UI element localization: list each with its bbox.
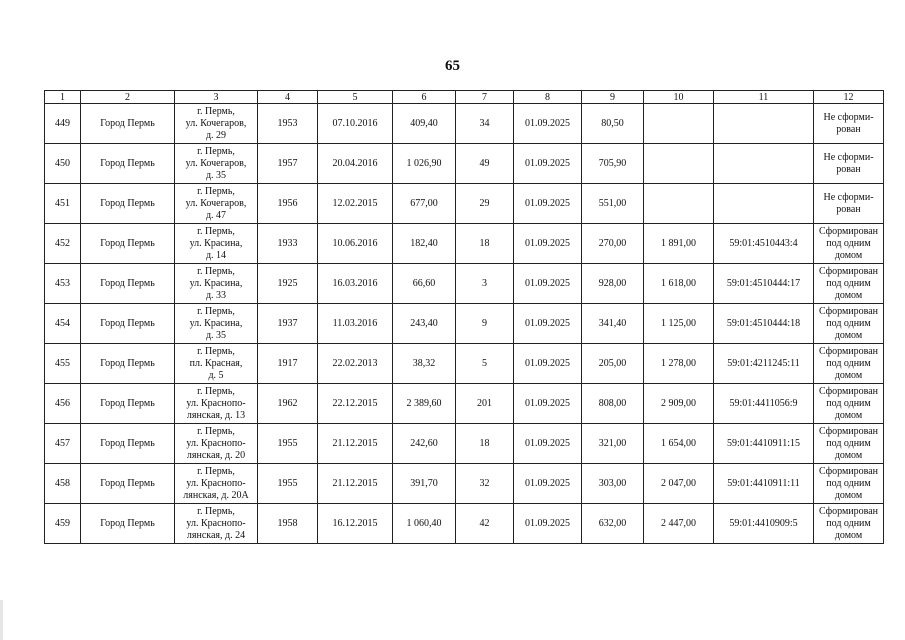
row-number-cell: 452 — [45, 224, 81, 264]
municipality-cell: Город Пермь — [81, 384, 175, 424]
address-cell-line: г. Пермь, — [197, 185, 235, 197]
municipality-cell: Город Пермь — [81, 344, 175, 384]
land-status-cell — [814, 224, 884, 264]
land-status-cell-line: под одним — [826, 477, 871, 489]
column-9-cell: 321,00 — [582, 424, 644, 464]
land-status-cell-line: Сформирован — [818, 265, 879, 277]
land-status-cell-line: Сформирован — [818, 305, 879, 317]
table-row — [45, 144, 884, 184]
recognition-date-cell: 22.02.2013 — [318, 344, 393, 384]
address-cell-line: ул. Красина, — [189, 237, 243, 249]
column-header: 3 — [175, 91, 258, 104]
column-9-cell: 632,00 — [582, 504, 644, 544]
land-status-cell — [814, 504, 884, 544]
row-number-cell: 457 — [45, 424, 81, 464]
residents-cell: 9 — [456, 304, 514, 344]
residents-cell: 201 — [456, 384, 514, 424]
deadline-cell: 01.09.2025 — [514, 464, 582, 504]
column-header: 11 — [714, 91, 814, 104]
row-number-cell: 456 — [45, 384, 81, 424]
land-status-cell-line: домом — [834, 289, 863, 301]
land-status-cell-line: Сформирован — [818, 505, 879, 517]
column-9-cell: 205,00 — [582, 344, 644, 384]
table-row — [45, 504, 884, 544]
land-status-cell-line: домом — [834, 329, 863, 341]
table-row — [45, 424, 884, 464]
land-status-cell — [814, 184, 884, 224]
land-status-cell-line: домом — [834, 409, 863, 421]
address-cell-line: ул. Краснопо- — [186, 397, 246, 409]
column-9-cell: 551,00 — [582, 184, 644, 224]
land-status-cell — [814, 304, 884, 344]
recognition-date-cell: 10.06.2016 — [318, 224, 393, 264]
deadline-cell: 01.09.2025 — [514, 344, 582, 384]
land-status-cell — [814, 144, 884, 184]
land-status-cell — [814, 384, 884, 424]
column-9-cell: 80,50 — [582, 104, 644, 144]
address-cell-line: г. Пермь, — [197, 225, 235, 237]
column-9-cell: 808,00 — [582, 384, 644, 424]
area-cell: 677,00 — [393, 184, 456, 224]
address-cell-line: д. 47 — [205, 209, 227, 221]
area-cell: 409,40 — [393, 104, 456, 144]
address-cell-line: д. 35 — [205, 329, 227, 341]
area-cell: 38,32 — [393, 344, 456, 384]
column-header: 6 — [393, 91, 456, 104]
address-cell-line: лянская, д. 20А — [183, 489, 249, 501]
residents-cell: 18 — [456, 424, 514, 464]
address-cell — [175, 264, 258, 304]
land-status-cell-line: рован — [836, 163, 861, 175]
address-cell-line: г. Пермь, — [197, 145, 235, 157]
address-cell — [175, 384, 258, 424]
year-built-cell: 1957 — [258, 144, 318, 184]
column-header: 7 — [456, 91, 514, 104]
year-built-cell: 1953 — [258, 104, 318, 144]
recognition-date-cell: 21.12.2015 — [318, 424, 393, 464]
scan-edge-mark — [0, 600, 3, 640]
area-cell: 1 026,90 — [393, 144, 456, 184]
land-status-cell — [814, 464, 884, 504]
column-10-cell: 1 891,00 — [644, 224, 714, 264]
table-row — [45, 104, 884, 144]
land-status-cell-line: под одним — [826, 237, 871, 249]
column-header: 8 — [514, 91, 582, 104]
column-9-cell: 928,00 — [582, 264, 644, 304]
area-cell: 243,40 — [393, 304, 456, 344]
deadline-cell: 01.09.2025 — [514, 264, 582, 304]
row-number-cell: 455 — [45, 344, 81, 384]
address-cell-line: ул. Кочегаров, — [185, 197, 247, 209]
deadline-cell: 01.09.2025 — [514, 184, 582, 224]
column-10-cell: 1 125,00 — [644, 304, 714, 344]
address-cell-line: ул. Красина, — [189, 317, 243, 329]
area-cell: 2 389,60 — [393, 384, 456, 424]
land-status-cell-line: домом — [834, 369, 863, 381]
area-cell: 1 060,40 — [393, 504, 456, 544]
residents-cell: 18 — [456, 224, 514, 264]
column-9-cell: 705,90 — [582, 144, 644, 184]
address-cell-line: пл. Красная, — [189, 357, 243, 369]
table-row — [45, 264, 884, 304]
land-status-cell-line: домом — [834, 249, 863, 261]
address-cell-line: г. Пермь, — [197, 505, 235, 517]
table-row — [45, 224, 884, 264]
table-row — [45, 344, 884, 384]
cadastral-number-cell — [714, 144, 814, 184]
row-number-cell: 450 — [45, 144, 81, 184]
address-cell-line: г. Пермь, — [197, 305, 235, 317]
land-status-cell-line: Сформирован — [818, 465, 879, 477]
column-10-cell: 2 047,00 — [644, 464, 714, 504]
cadastral-number-cell — [714, 184, 814, 224]
land-status-cell-line: домом — [834, 449, 863, 461]
year-built-cell: 1917 — [258, 344, 318, 384]
column-10-cell: 1 618,00 — [644, 264, 714, 304]
area-cell: 391,70 — [393, 464, 456, 504]
year-built-cell: 1937 — [258, 304, 318, 344]
land-status-cell-line: домом — [834, 489, 863, 501]
column-10-cell — [644, 104, 714, 144]
page-number: 65 — [445, 58, 460, 74]
land-status-cell — [814, 104, 884, 144]
address-cell — [175, 104, 258, 144]
column-10-cell — [644, 144, 714, 184]
deadline-cell: 01.09.2025 — [514, 224, 582, 264]
year-built-cell: 1955 — [258, 464, 318, 504]
cadastral-number-cell: 59:01:4410911:15 — [714, 424, 814, 464]
land-status-cell-line: под одним — [826, 317, 871, 329]
recognition-date-cell: 22.12.2015 — [318, 384, 393, 424]
table-row — [45, 384, 884, 424]
land-status-cell-line: Сформирован — [818, 225, 879, 237]
address-cell — [175, 344, 258, 384]
municipality-cell: Город Пермь — [81, 144, 175, 184]
municipality-cell: Город Пермь — [81, 224, 175, 264]
address-cell-line: д. 5 — [208, 369, 224, 381]
address-cell — [175, 504, 258, 544]
column-10-cell: 1 278,00 — [644, 344, 714, 384]
column-header: 4 — [258, 91, 318, 104]
recognition-date-cell: 12.02.2015 — [318, 184, 393, 224]
deadline-cell: 01.09.2025 — [514, 384, 582, 424]
municipality-cell: Город Пермь — [81, 264, 175, 304]
land-status-cell-line: под одним — [826, 277, 871, 289]
recognition-date-cell: 07.10.2016 — [318, 104, 393, 144]
residents-cell: 49 — [456, 144, 514, 184]
land-status-cell-line: под одним — [826, 437, 871, 449]
column-10-cell: 1 654,00 — [644, 424, 714, 464]
municipality-cell: Город Пермь — [81, 424, 175, 464]
cadastral-number-cell: 59:01:4211245:11 — [714, 344, 814, 384]
recognition-date-cell: 16.12.2015 — [318, 504, 393, 544]
column-header: 2 — [81, 91, 175, 104]
land-status-cell-line: Не сформи- — [823, 151, 874, 163]
cadastral-number-cell — [714, 104, 814, 144]
municipality-cell: Город Пермь — [81, 104, 175, 144]
column-9-cell: 270,00 — [582, 224, 644, 264]
cadastral-number-cell: 59:01:4510443:4 — [714, 224, 814, 264]
column-9-cell: 303,00 — [582, 464, 644, 504]
address-cell-line: г. Пермь, — [197, 265, 235, 277]
land-status-cell-line: под одним — [826, 397, 871, 409]
housing-register-table — [44, 90, 884, 544]
cadastral-number-cell: 59:01:4510444:18 — [714, 304, 814, 344]
address-cell-line: г. Пермь, — [197, 385, 235, 397]
address-cell — [175, 304, 258, 344]
year-built-cell: 1955 — [258, 424, 318, 464]
area-cell: 182,40 — [393, 224, 456, 264]
column-header: 12 — [814, 91, 884, 104]
municipality-cell: Город Пермь — [81, 304, 175, 344]
address-cell-line: лянская, д. 13 — [186, 409, 246, 421]
land-status-cell-line: Сформирован — [818, 385, 879, 397]
row-number-cell: 449 — [45, 104, 81, 144]
row-number-cell: 459 — [45, 504, 81, 544]
row-number-cell: 454 — [45, 304, 81, 344]
address-cell-line: г. Пермь, — [197, 105, 235, 117]
deadline-cell: 01.09.2025 — [514, 424, 582, 464]
municipality-cell: Город Пермь — [81, 504, 175, 544]
address-cell — [175, 184, 258, 224]
address-cell — [175, 224, 258, 264]
residents-cell: 34 — [456, 104, 514, 144]
address-cell-line: лянская, д. 24 — [186, 529, 246, 541]
address-cell-line: д. 35 — [205, 169, 227, 181]
column-header: 9 — [582, 91, 644, 104]
deadline-cell: 01.09.2025 — [514, 144, 582, 184]
column-header: 5 — [318, 91, 393, 104]
address-cell-line: д. 14 — [205, 249, 227, 261]
cadastral-number-cell: 59:01:4411056:9 — [714, 384, 814, 424]
land-status-cell — [814, 264, 884, 304]
column-10-cell: 2 447,00 — [644, 504, 714, 544]
year-built-cell: 1933 — [258, 224, 318, 264]
year-built-cell: 1925 — [258, 264, 318, 304]
row-number-cell: 451 — [45, 184, 81, 224]
deadline-cell: 01.09.2025 — [514, 304, 582, 344]
land-status-cell-line: Не сформи- — [823, 191, 874, 203]
column-10-cell: 2 909,00 — [644, 384, 714, 424]
address-cell-line: лянская, д. 20 — [186, 449, 246, 461]
deadline-cell: 01.09.2025 — [514, 504, 582, 544]
address-cell — [175, 424, 258, 464]
column-header: 1 — [45, 91, 81, 104]
recognition-date-cell: 20.04.2016 — [318, 144, 393, 184]
address-cell-line: ул. Красина, — [189, 277, 243, 289]
residents-cell: 32 — [456, 464, 514, 504]
cadastral-number-cell: 59:01:4410911:11 — [714, 464, 814, 504]
year-built-cell: 1962 — [258, 384, 318, 424]
land-status-cell-line: рован — [836, 123, 861, 135]
cadastral-number-cell: 59:01:4510444:17 — [714, 264, 814, 304]
land-status-cell-line: рован — [836, 203, 861, 215]
land-status-cell — [814, 424, 884, 464]
deadline-cell: 01.09.2025 — [514, 104, 582, 144]
address-cell-line: г. Пермь, — [197, 345, 235, 357]
land-status-cell-line: Сформирован — [818, 425, 879, 437]
residents-cell: 29 — [456, 184, 514, 224]
row-number-cell: 453 — [45, 264, 81, 304]
address-cell — [175, 464, 258, 504]
land-status-cell-line: домом — [834, 529, 863, 541]
address-cell-line: д. 33 — [205, 289, 227, 301]
address-cell-line: г. Пермь, — [197, 465, 235, 477]
area-cell: 242,60 — [393, 424, 456, 464]
address-cell-line: д. 29 — [205, 129, 227, 141]
column-10-cell — [644, 184, 714, 224]
address-cell-line: ул. Краснопо- — [186, 517, 246, 529]
address-cell-line: ул. Кочегаров, — [185, 157, 247, 169]
year-built-cell: 1958 — [258, 504, 318, 544]
municipality-cell: Город Пермь — [81, 464, 175, 504]
address-cell-line: г. Пермь, — [197, 425, 235, 437]
address-cell-line: ул. Кочегаров, — [185, 117, 247, 129]
address-cell-line: ул. Краснопо- — [186, 437, 246, 449]
recognition-date-cell: 16.03.2016 — [318, 264, 393, 304]
area-cell: 66,60 — [393, 264, 456, 304]
residents-cell: 42 — [456, 504, 514, 544]
land-status-cell-line: Не сформи- — [823, 111, 874, 123]
cadastral-number-cell: 59:01:4410909:5 — [714, 504, 814, 544]
residents-cell: 5 — [456, 344, 514, 384]
address-cell — [175, 144, 258, 184]
municipality-cell: Город Пермь — [81, 184, 175, 224]
year-built-cell: 1956 — [258, 184, 318, 224]
land-status-cell-line: Сформирован — [818, 345, 879, 357]
row-number-cell: 458 — [45, 464, 81, 504]
address-cell-line: ул. Краснопо- — [186, 477, 246, 489]
residents-cell: 3 — [456, 264, 514, 304]
table-body — [45, 91, 884, 544]
land-status-cell — [814, 344, 884, 384]
column-9-cell: 341,40 — [582, 304, 644, 344]
table-row — [45, 304, 884, 344]
column-number-row — [45, 91, 884, 104]
land-status-cell-line: под одним — [826, 357, 871, 369]
recognition-date-cell: 21.12.2015 — [318, 464, 393, 504]
land-status-cell-line: под одним — [826, 517, 871, 529]
column-header: 10 — [644, 91, 714, 104]
recognition-date-cell: 11.03.2016 — [318, 304, 393, 344]
table-row — [45, 464, 884, 504]
table-row — [45, 184, 884, 224]
